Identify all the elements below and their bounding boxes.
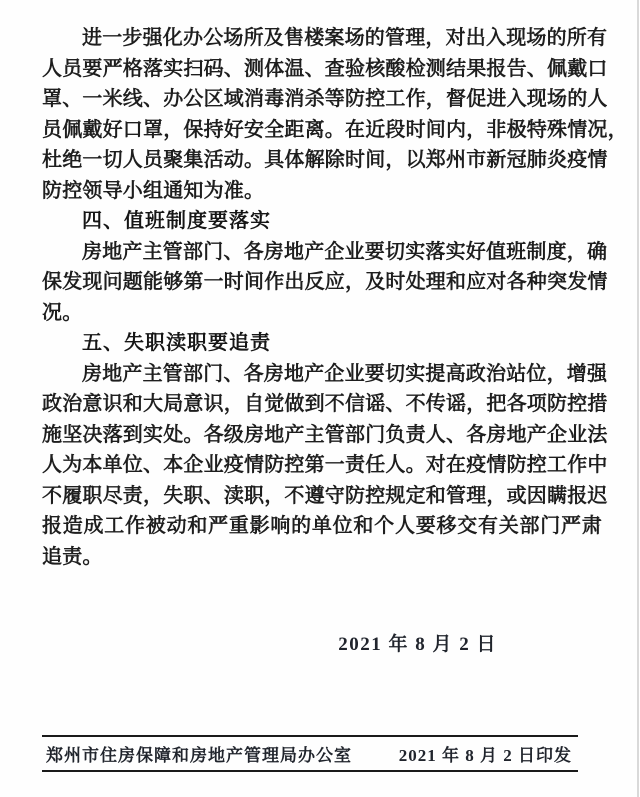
scan-edge-line (637, 0, 639, 797)
body-line: 况。 (42, 301, 83, 324)
body-line: 进一步强化办公场所及售楼案场的管理，对出入现场的所有 (82, 27, 608, 49)
section-heading-4: 四、值班制度要落实 (82, 210, 271, 232)
body-line: 不履职尽责，失职、渎职，不遵守防控规定和管理，或因瞒报迟 (42, 484, 608, 507)
body-line: 房地产主管部门、各房地产企业要切实提高政治站位，增强 (82, 362, 608, 385)
body-line: 杜绝一切人员聚集活动。具体解除时间，以郑州市新冠肺炎疫情 (42, 149, 608, 171)
body-line: 政治意识和大局意识，自觉做到不信谣、不传谣，把各项防控措 (42, 393, 608, 415)
body-line: 房地产主管部门、各房地产企业要切实落实好值班制度，确 (82, 240, 608, 263)
body-line: 人员要严格落实扫码、测体温、查验核酸检测结果报告、佩戴口 (42, 57, 608, 80)
body-line: 追责。 (42, 545, 103, 568)
body-line: 罩、一米线、办公区域消毒消杀等防控工作，督促进入现场的人 (42, 88, 608, 110)
document-body (42, 23, 628, 572)
body-line: 人为本单位、本企业疫情防控第一责任人。对在疫情防控工作中 (42, 454, 608, 476)
body-line: 防控领导小组通知为准。 (42, 179, 265, 202)
footer-office-name: 郑州市住房保障和房地产管理局办公室 (46, 746, 352, 765)
body-line: 保发现问题能够第一时间作出反应，及时处理和应对各种突发情 (42, 271, 608, 293)
body-line: 报造成工作被动和严重影响的单位和个人要移交有关部门严肃 (42, 515, 602, 537)
footer-bar (42, 735, 578, 772)
body-line: 员佩戴好口罩，保持好安全距离。在近段时间内，非极特殊情况， (42, 118, 628, 141)
document-date: 2021 年 8 月 2 日 (338, 634, 497, 655)
body-line: 施坚决落到实处。各级房地产主管部门负责人、各房地产企业法 (42, 423, 608, 446)
footer-print-date: 2021 年 8 月 2 日印发 (398, 746, 572, 765)
section-heading-5: 五、失职渎职要追责 (82, 332, 271, 354)
